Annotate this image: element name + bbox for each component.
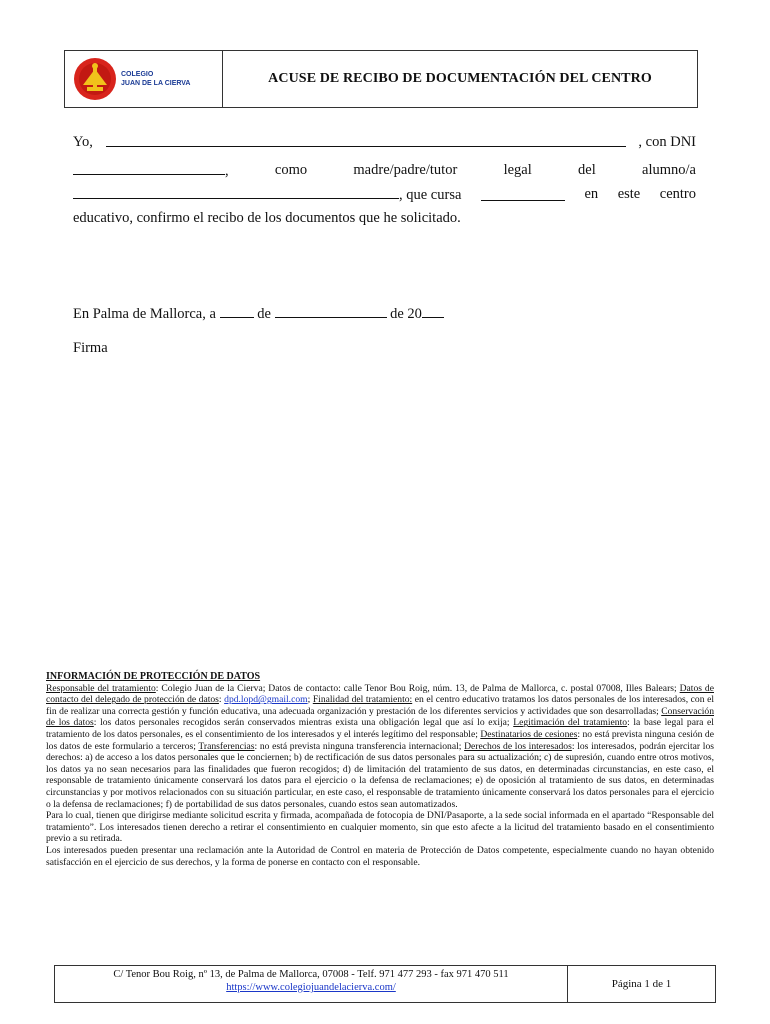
responsable-label: Responsable del tratamiento bbox=[46, 682, 156, 694]
data-protection-title: INFORMACIÓN DE PROTECCIÓN DE DATOS bbox=[46, 671, 261, 682]
logo-line-2: JUAN DE LA CIERVA bbox=[121, 80, 191, 87]
data-protection-body bbox=[46, 683, 714, 811]
logo-text bbox=[121, 70, 191, 88]
madre-label: madre/padre/tutor bbox=[353, 162, 458, 178]
transferencias-label: Transferencias bbox=[198, 740, 255, 752]
dni-blank[interactable] bbox=[73, 162, 225, 175]
del-label: del bbox=[578, 162, 596, 178]
firma-label: Firma bbox=[73, 340, 108, 356]
delegado-sep: : bbox=[218, 694, 225, 706]
form-line-3 bbox=[73, 186, 696, 204]
student-group bbox=[73, 186, 461, 204]
document-title: ACUSE DE RECIBO DE DOCUMENTACIÓN DEL CENTRO bbox=[268, 71, 652, 86]
form-line-2 bbox=[73, 162, 696, 180]
transferencias-text: : no está prevista ninguna transferencia internacional; bbox=[254, 740, 465, 752]
para-paragraph: Para lo cual, tienen que dirigirse mediante solicitud escrita y firmada, acompañada de fotocopia de DNI/Pasaporte, a la sede social informada en el apartado “Responsable del tratamiento”. Los interesados tienen derecho a retirar el consentimiento en cualquier momento, sin que esto afecte a la licitud del tratamiento basado en el consentimiento previo a su retirada. bbox=[46, 810, 714, 845]
school-crest-icon bbox=[73, 55, 117, 103]
day-blank[interactable] bbox=[220, 305, 254, 318]
course-blank[interactable] bbox=[481, 188, 565, 201]
place-date-line bbox=[73, 305, 444, 323]
dni-group bbox=[73, 162, 229, 180]
destinatarios-label: Destinatarios de cesiones bbox=[480, 728, 578, 740]
footer-contact bbox=[55, 966, 568, 1002]
logo-line-1: COLEGIO bbox=[121, 71, 154, 78]
finalidad-text: en el centro educativo tratamos los datos personales de los interesados, con el fin de realizar una correcta gestión y función educativa, una adecuada organización y prestación de los diferentes servicios y actividades que son desarrolladas; bbox=[46, 694, 714, 717]
finalidad-label: Finalidad del tratamiento: bbox=[312, 694, 413, 706]
dpd-email-link[interactable]: dpd.lopd@gmail.com bbox=[224, 694, 308, 706]
este-label: este bbox=[617, 186, 641, 202]
centro-label: centro bbox=[659, 186, 696, 202]
footer-page-number: Página 1 de 1 bbox=[611, 978, 672, 990]
comma: , bbox=[225, 163, 229, 179]
document-header bbox=[64, 50, 698, 108]
legal-label: legal bbox=[503, 162, 532, 178]
month-blank[interactable] bbox=[275, 305, 387, 318]
derechos-label: Derechos de los interesados bbox=[464, 740, 572, 752]
form-line-1 bbox=[73, 134, 696, 151]
sep-1: ; bbox=[307, 694, 313, 706]
page-footer bbox=[54, 965, 716, 1003]
place-prefix: En Palma de Mallorca, a bbox=[73, 306, 216, 322]
footer-website-link[interactable]: https://www.colegiojuandelacierva.com/ bbox=[226, 982, 396, 993]
place-de-2: de 20 bbox=[390, 306, 422, 322]
en-label: en bbox=[584, 186, 599, 202]
derechos-text: : los interesados, podrán ejercitar los derechos: a) de acceso a los datos personales que le conciernen; b) de rectificación de sus datos personales para su actualización; c) de supresión, cuando entre otros motivos, los datos ya no sean necesarios para las finalidades que fueron recogidos; d) de limitación del tratamiento de sus datos, en determinadas circunstancias, en este caso, el responsable de tratamiento únicamente conservará los datos para el ejercicio o la defensa de reclamaciones; e) de oposición al tratamiento de sus datos, en determinadas circunstancias y por motivos relacionados con su situación particular, en este caso, el responsable de tratamiento únicamente conservará los datos personales para el ejercicio o la defensa de reclamaciones; f) de portabilidad de sus datos personales, cuando estos sean automatizados. bbox=[46, 740, 714, 810]
destinatarios-text: : no está prevista ninguna cesión de los datos de este formulario a terceros; bbox=[46, 728, 714, 752]
responsable-text: : Colegio Juan de la Cierva; Datos de contacto: calle Tenor Bou Roig, núm. 13, de Palma de Mallorca, c. postal 07008, Illes Balears; bbox=[155, 682, 680, 694]
student-name-blank[interactable] bbox=[73, 186, 399, 199]
dni-label: , con DNI bbox=[638, 134, 696, 150]
delegado-label: Datos de contacto del delegado de protección de datos bbox=[46, 682, 714, 706]
form-line-4: educativo, confirmo el recibo de los documentos que he solicitado. bbox=[73, 210, 461, 226]
conservacion-text: : los datos personales recogidos serán conservados mientras exista una obligación legal que así lo exija; bbox=[93, 717, 514, 729]
name-blank[interactable] bbox=[106, 134, 626, 147]
title-cell bbox=[223, 51, 697, 107]
yo-label: Yo, bbox=[73, 134, 93, 150]
legitimacion-label: Legitimación del tratamiento bbox=[513, 717, 628, 729]
como-label: como bbox=[274, 162, 308, 178]
legitimacion-text: : la base legal para el tratamiento de los datos personales, es el consentimiento de los interesados y el interés legítimo del responsable; bbox=[46, 717, 714, 740]
que-cursa-label: , que cursa bbox=[399, 187, 462, 203]
reclamacion-paragraph: Los interesados pueden presentar una reclamación ante la Autoridad de Control en materia de Protección de Datos competente, especialmente cuando no hayan obtenido satisfacción en el ejercicio de sus derechos, y la forma de ponerse en contacto con el responsable. bbox=[46, 844, 714, 868]
footer-address: C/ Tenor Bou Roig, nº 13, de Palma de Mallorca, 07008 - Telf. 971 477 293 - fax 971 470 511 bbox=[113, 969, 509, 980]
place-de-1: de bbox=[257, 306, 271, 322]
year-blank[interactable] bbox=[422, 305, 444, 318]
conservacion-label: Conservación de los datos bbox=[46, 705, 714, 729]
data-protection-section bbox=[46, 671, 714, 868]
alumno-label: alumno/a bbox=[642, 162, 696, 178]
logo-cell bbox=[65, 51, 223, 107]
